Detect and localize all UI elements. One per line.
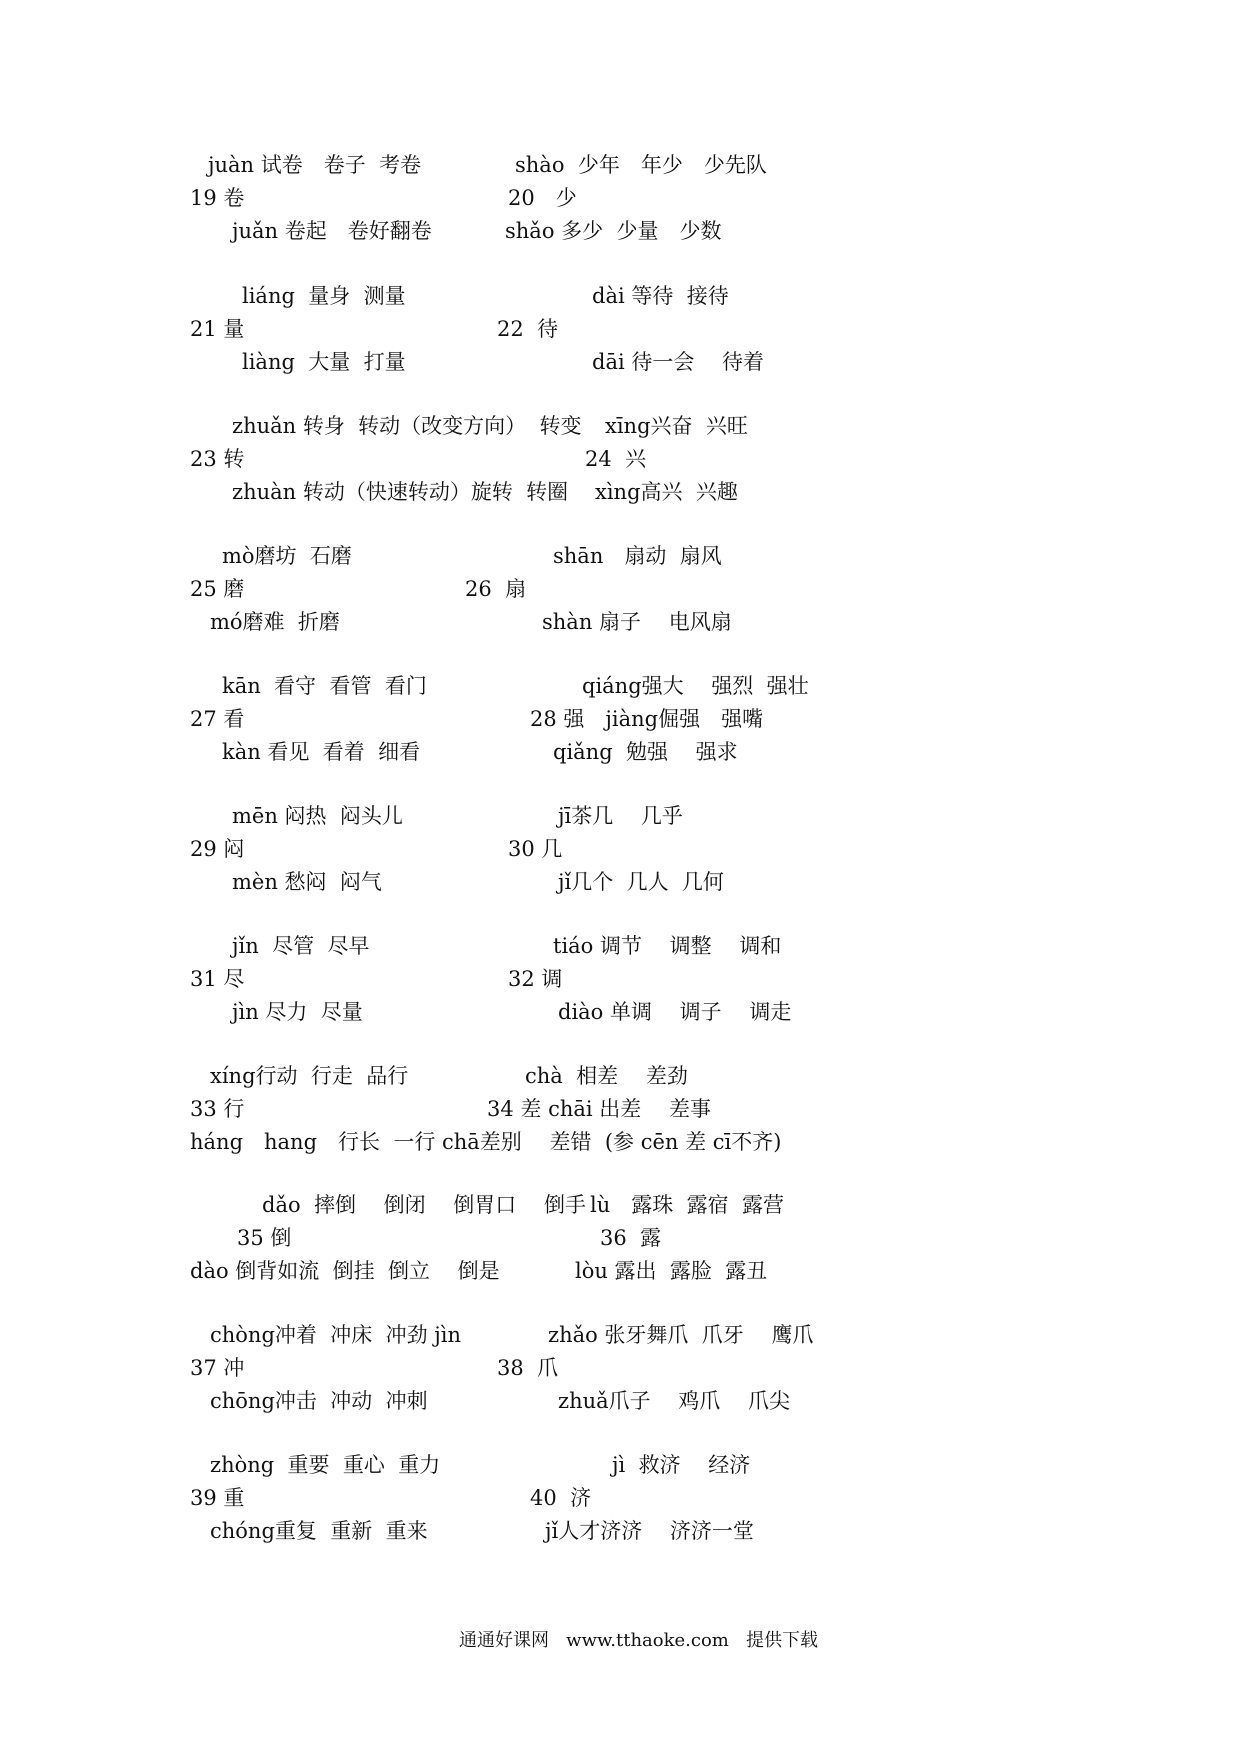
entry-36-heading: 36 露 <box>600 1226 662 1250</box>
entry-30-reading-2: jǐ几个 几人 几何 <box>558 870 724 894</box>
entry-20-heading: 20 少 <box>508 186 577 210</box>
entry-31-reading-1: jǐn 尽管 尽早 <box>232 934 370 958</box>
entry-29-reading-2: mèn 愁闷 闷气 <box>232 870 382 894</box>
entry-25-reading-2: mó磨难 折磨 <box>210 610 340 634</box>
entry-32-reading-2: diào 单调 调子 调走 <box>558 1000 792 1024</box>
entry-23-heading: 23 转 <box>190 447 245 471</box>
entry-31-reading-2: jìn 尽力 尽量 <box>232 1000 363 1024</box>
entry-22-reading-1: dài 等待 接待 <box>592 284 729 308</box>
entry-19-reading-2: juǎn 卷起 卷好翻卷 <box>232 219 432 243</box>
entry-32-heading: 32 调 <box>508 967 563 991</box>
entry-35-heading: 35 倒 <box>237 1226 292 1250</box>
entry-21-reading-2: liàng 大量 打量 <box>242 350 406 374</box>
entry-33-heading: 33 行 <box>190 1097 245 1121</box>
entry-23-reading-1: zhuǎn 转身 转动（改变方向） 转变 <box>232 414 582 438</box>
entry-25-heading: 25 磨 <box>190 577 245 601</box>
entry-19-reading-1: juàn 试卷 卷子 考卷 <box>208 153 422 177</box>
entry-32-reading-1: tiáo 调节 调整 调和 <box>553 934 782 958</box>
entry-35-reading-2: dào 倒背如流 倒挂 倒立 倒是 <box>190 1259 500 1283</box>
entry-31-heading: 31 尽 <box>190 967 245 991</box>
entry-24-reading-2: xìng高兴 兴趣 <box>595 480 738 504</box>
entry-38-reading-2: zhuǎ爪子 鸡爪 爪尖 <box>558 1389 790 1413</box>
entry-28-reading-2: qiǎng 勉强 强求 <box>553 740 738 764</box>
entry-37-heading: 37 冲 <box>190 1356 245 1380</box>
entry-33-reading-1: xíng行动 行走 品行 <box>210 1064 409 1088</box>
entry-24-heading: 24 兴 <box>585 447 647 471</box>
entry-34-reading-2: chā差别 差错 (参 cēn 差 cī不齐) <box>442 1130 782 1154</box>
entry-36-reading-1: lù 露珠 露宿 露营 <box>590 1193 784 1217</box>
entry-29-reading-1: mēn 闷热 闷头儿 <box>232 804 403 828</box>
entry-30-heading: 30 几 <box>508 837 563 861</box>
entry-35-reading-1: dǎo 摔倒 倒闭 倒胃口 倒手 <box>262 1193 586 1217</box>
entry-39-reading-1: zhòng 重要 重心 重力 <box>210 1453 441 1477</box>
entry-40-reading-1: jì 救济 经济 <box>612 1453 751 1477</box>
entry-23-reading-2: zhuàn 转动（快速转动）旋转 转圈 <box>232 480 569 504</box>
entry-37-reading-2: chōng冲击 冲动 冲刺 <box>210 1389 428 1413</box>
entry-38-reading-1: zhǎo 张牙舞爪 爪牙 鹰爪 <box>548 1323 814 1347</box>
entry-19-heading: 19 卷 <box>190 186 245 210</box>
entry-37-reading-1: chòng冲着 冲床 冲劲 jìn <box>210 1323 462 1347</box>
entry-26-reading-1: shān 扇动 扇风 <box>553 544 722 568</box>
entry-39-heading: 39 重 <box>190 1486 245 1510</box>
entry-26-heading: 26 扇 <box>465 577 527 601</box>
entry-28-reading-1: qiáng强大 强烈 强壮 <box>582 674 809 698</box>
entry-24-reading-1: xīng兴奋 兴旺 <box>605 414 748 438</box>
entry-27-reading-2: kàn 看见 看着 细看 <box>222 740 421 764</box>
entry-30-reading-1: jī茶几 几乎 <box>558 804 683 828</box>
entry-22-heading: 22 待 <box>497 317 559 341</box>
entry-38-heading: 38 爪 <box>497 1356 559 1380</box>
entry-27-heading: 27 看 <box>190 707 245 731</box>
entry-29-heading: 29 闷 <box>190 837 245 861</box>
entry-22-reading-2: dāi 待一会 待着 <box>592 350 765 374</box>
entry-28-heading: 28 强 jiàng倔强 强嘴 <box>530 707 764 731</box>
entry-21-reading-1: liáng 量身 测量 <box>242 284 406 308</box>
page-footer: 通通好课网 www.tthaoke.com 提供下载 <box>459 1630 819 1651</box>
entry-25-reading-1: mò磨坊 石磨 <box>222 544 352 568</box>
entry-20-reading-1: shào 少年 年少 少先队 <box>515 153 767 177</box>
entry-20-reading-2: shǎo 多少 少量 少数 <box>505 219 722 243</box>
entry-27-reading-1: kān 看守 看管 看门 <box>222 674 427 698</box>
entry-40-reading-2: jǐ人才济济 济济一堂 <box>545 1519 754 1543</box>
entry-21-heading: 21 量 <box>190 317 245 341</box>
entry-33-reading-2: háng hang 行长 一行 <box>190 1130 436 1154</box>
entry-34-reading-1: chà 相差 差劲 <box>525 1064 688 1088</box>
entry-40-heading: 40 济 <box>530 1486 592 1510</box>
entry-36-reading-2: lòu 露出 露脸 露丑 <box>575 1259 768 1283</box>
entry-34-heading: 34 差 chāi 出差 差事 <box>487 1097 711 1121</box>
entry-26-reading-2: shàn 扇子 电风扇 <box>542 610 732 634</box>
entry-39-reading-2: chóng重复 重新 重来 <box>210 1519 428 1543</box>
